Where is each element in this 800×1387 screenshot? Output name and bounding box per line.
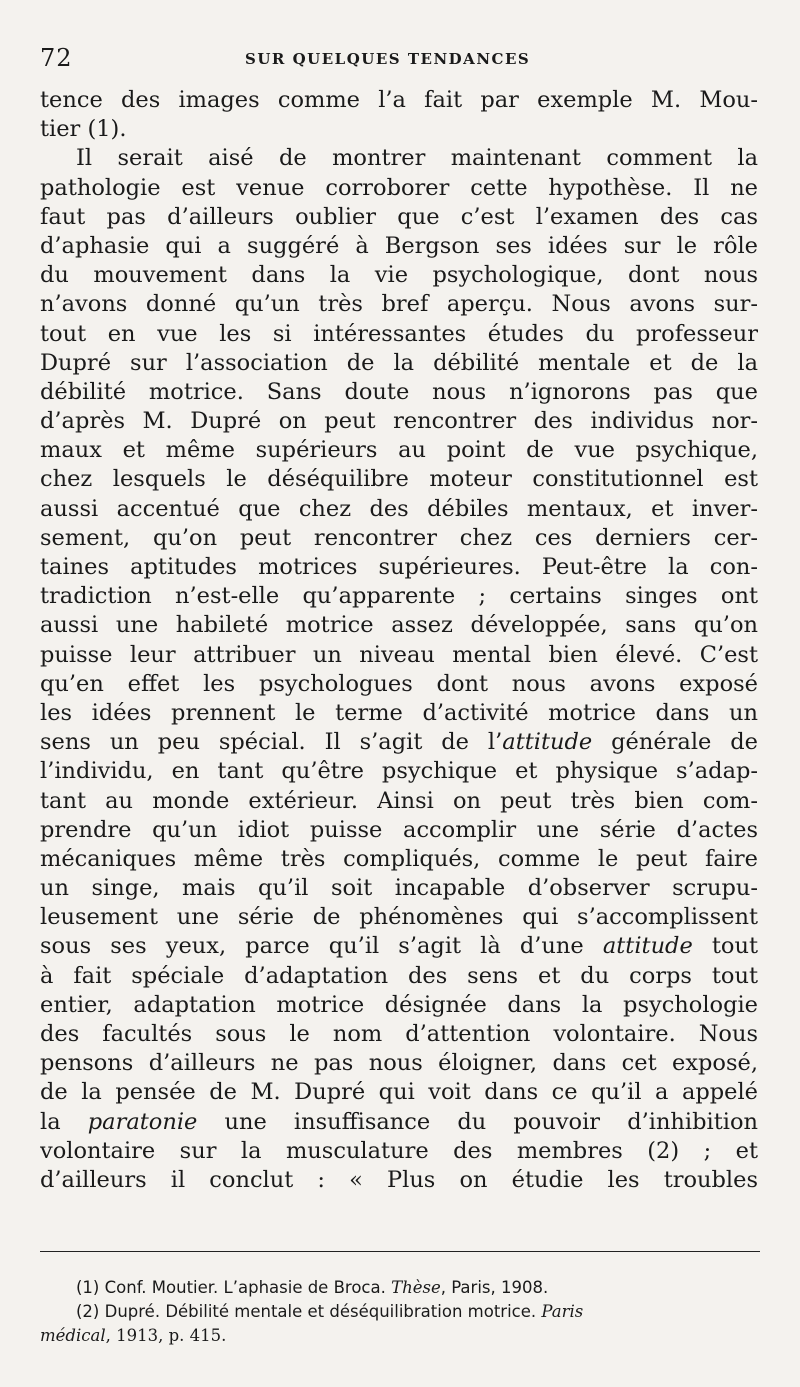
- text-line: tout en vue les si intéressantes études du professeur: [40, 320, 758, 347]
- text-line: chez lesquels le déséquilibre moteur constitutionnel est: [40, 466, 758, 493]
- text-line: Il serait aisé de montrer maintenant comment la: [76, 145, 758, 172]
- text-line: un singe, mais qu’il soit incapable d’observer scrupu-: [40, 875, 758, 902]
- text-line: pensons d’ailleurs ne pas nous éloigner, dans cet exposé,: [40, 1050, 758, 1077]
- text-line: aussi une habileté motrice assez développée, sans qu’on: [40, 612, 758, 639]
- text-line: pathologie est venue corroborer cette hypothèse. Il ne: [40, 174, 758, 201]
- text-segment: générale de: [592, 729, 758, 756]
- text-line: [40, 1108, 758, 1137]
- body-text: [40, 86, 758, 1195]
- footnote-2: [40, 1300, 760, 1324]
- text-line: l’individu, en tant qu’être psychique et physique s’adap-: [40, 758, 758, 785]
- footnote-text: , Paris, 1908.: [440, 1278, 549, 1297]
- text-line: maux et même supérieurs au point de vue psychique,: [40, 437, 758, 464]
- footnote-text: (2) Dupré. Débilité mentale et déséquilibration motrice.: [76, 1302, 542, 1321]
- italic-word: paratonie: [87, 1108, 198, 1135]
- text-line: de la pensée de M. Dupré qui voit dans ce qu’il a appelé: [40, 1079, 758, 1106]
- text-line: tier (1).: [40, 116, 127, 143]
- text-line: taines aptitudes motrices supérieures. Peut-être la con-: [40, 554, 758, 580]
- page-number: 72: [40, 44, 73, 72]
- text-line: tradiction n’est-elle qu’apparente ; certains singes ont: [40, 583, 758, 610]
- text-line: du mouvement dans la vie psychologique, dont nous: [40, 262, 758, 289]
- text-line: [40, 932, 758, 961]
- text-line: n’avons donné qu’un très bref aperçu. Nous avons sur-: [40, 291, 758, 318]
- footnote-2-continued: [40, 1324, 760, 1348]
- page-header: [40, 44, 760, 74]
- text-segment: la: [40, 1108, 88, 1135]
- footnotes: [40, 1276, 760, 1348]
- text-line: entier, adaptation motrice désignée dans la psychologie: [40, 991, 758, 1018]
- text-line: aussi accentué que chez des débiles mentaux, et inver-: [40, 495, 758, 522]
- text-line: qu’en effet les psychologues dont nous avons exposé: [40, 670, 758, 697]
- text-line: d’ailleurs il conclut : « Plus on étudie les troubles: [40, 1166, 758, 1193]
- text-line: des facultés sous le nom d’attention volontaire. Nous: [40, 1021, 758, 1047]
- footnote-italic: médical: [40, 1326, 106, 1345]
- footnote-text: , 1913, p. 415.: [105, 1326, 227, 1345]
- text-line: Dupré sur l’association de la débilité mentale et de la: [40, 349, 758, 376]
- text-line: mécaniques même très compliqués, comme le peut faire: [40, 845, 758, 872]
- text-line: faut pas d’ailleurs oublier que c’est l’examen des cas: [40, 203, 758, 230]
- footnote-text: (1) Conf. Moutier. L’aphasie de Broca.: [76, 1278, 392, 1297]
- footnote-italic: Thèse: [391, 1278, 441, 1297]
- text-segment: sens un peu spécial. Il s’agit de l’: [40, 729, 503, 756]
- text-line: volontaire sur la musculature des membres (2) ; et: [40, 1137, 758, 1164]
- italic-word: attitude: [502, 729, 593, 756]
- text-segment: sous ses yeux, parce qu’il s’agit là d’une: [40, 933, 603, 960]
- text-line: débilité motrice. Sans doute nous n’ignorons pas que: [40, 378, 758, 405]
- text-line: tence des images comme l’a fait par exemple M. Mou-: [40, 87, 758, 113]
- running-head: SUR QUELQUES TENDANCES: [245, 50, 531, 68]
- text-segment: tout: [692, 933, 758, 960]
- text-line: tant au monde extérieur. Ainsi on peut très bien com-: [40, 787, 758, 814]
- italic-word: attitude: [602, 933, 693, 960]
- footnote-1: [40, 1276, 760, 1300]
- text-segment: une insuffisance du pouvoir d’inhibition: [197, 1108, 758, 1135]
- text-line: leusement une série de phénomènes qui s’accomplissent: [40, 904, 758, 931]
- footnote-italic: Paris: [541, 1302, 584, 1321]
- text-line: puisse leur attribuer un niveau mental bien élevé. C’est: [40, 641, 758, 668]
- text-line: sement, qu’on peut rencontrer chez ces derniers cer-: [40, 524, 758, 551]
- text-line: prendre qu’un idiot puisse accomplir une série d’actes: [40, 816, 758, 843]
- text-line: les idées prennent le terme d’activité motrice dans un: [40, 699, 758, 726]
- footnote-divider: [40, 1251, 760, 1252]
- text-line: à fait spéciale d’adaptation des sens et du corps tout: [40, 962, 758, 989]
- text-line: d’après M. Dupré on peut rencontrer des individus nor-: [40, 408, 758, 435]
- text-line: d’aphasie qui a suggéré à Bergson ses idées sur le rôle: [40, 232, 758, 259]
- text-line: [40, 728, 758, 757]
